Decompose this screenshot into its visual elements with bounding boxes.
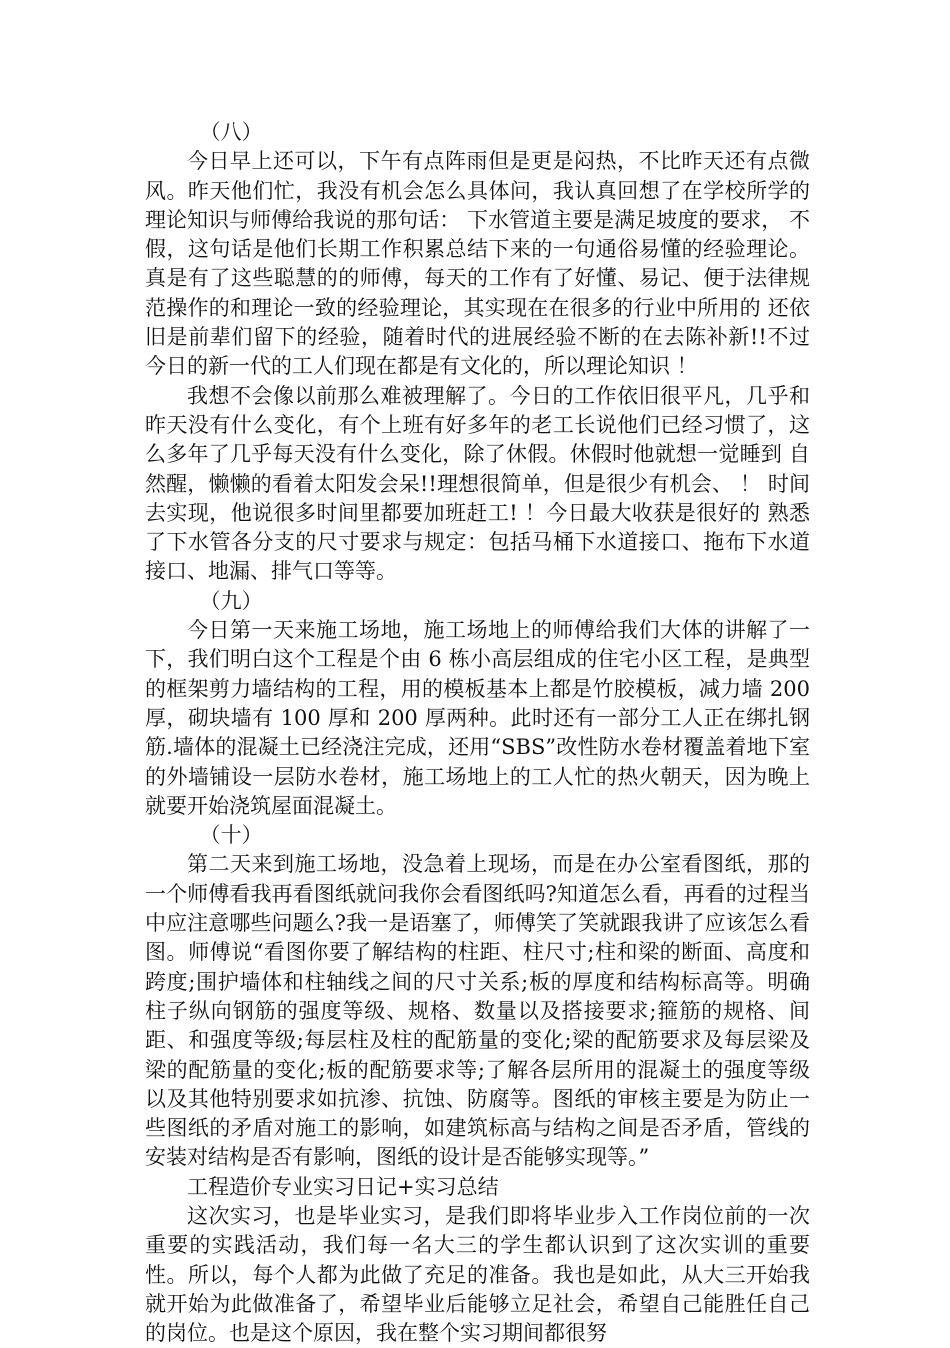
section-title: 工程造价专业实习日记+实习总结 xyxy=(187,1174,499,1199)
section-heading-9: （九） xyxy=(199,588,263,613)
section-heading-8: （八） xyxy=(199,120,263,144)
paragraph: 这次实习，也是毕业实习，是我们即将毕业步入工作岗位前的一次重要的实践活动，我们每一名大三的学生都认识到了这次实训的重要性。所以，每个人都为此做了充足的准备。我也是如此，从大三开始我就开始为此做准备了，希望毕业后能够立足社会，希望自己能胜任自己的岗位。也是这个原因，我在整个实习期间都很努 xyxy=(145,1203,810,1346)
paragraph: 今日第一天来施工场地，施工场地上的师傅给我们大体的讲解了一下，我们明白这个工程是个由 6 栋小高层组成的住宅小区工程，是典型的框架剪力墙结构的工程，用的模板基本上都是竹胶模板，减力墙 200 厚，砌块墙有 100 厚和 200 厚两种。此时还有一部分工人正在绑扎钢筋.墙体的混凝土已经浇注完成，还用“SBS”改性防水卷材覆盖着地下室的外墙铺设一层防水卷材，施工场地上的工人忙的热火朝天，因为晚上就要开始浇筑屋面混凝土。 xyxy=(145,618,810,818)
document-body xyxy=(145,118,810,1348)
paragraph: 第二天来到施工场地，没急着上现场，而是在办公室看图纸，那的一个师傅看我再看图纸就问我你会看图纸吗?知道怎么看，再看的过程当中应注意哪些问题么?我一是语塞了，师傅笑了笑就跟我讲了应该怎么看图。师傅说“看图你要了解结构的柱距、柱尺寸;柱和梁的断面、高度和跨度;围护墙体和柱轴线之间的尺寸关系;板的厚度和结构标高等。明确柱子纵向钢筋的强度等级、规格、数量以及搭接要求;箍筋的规格、间距、和强度等级;每层柱及柱的配筋量的变化;梁的配筋要求及每层梁及梁的配筋量的变化;板的配筋要求等;了解各层所用的混凝土的强度等级以及其他特别要求如抗渗、抗蚀、防腐等。图纸的审核主要是为防止一些图纸的矛盾对施工的影响，如建筑标高与结构之间是否矛盾，管线的安装对结构是否有影响，图纸的设计是否能够实现等。” xyxy=(145,852,810,1170)
paragraph: 今日早上还可以，下午有点阵雨但是更是闷热，不比昨天还有点微风。昨天他们忙，我没有机会怎么具体问，我认真回想了在学校所学的理论知识与师傅给我说的那句话： 下水管道主要是满足坡度的要求， 不假，这句话是他们长期工作积累总结下来的一句通俗易懂的经验理论。真是有了这些聪慧的的师傅，每天的工作有了好懂、易记、便于法律规范操作的和理论一致的经验理论，其实现在在很多的行业中所用的 还依旧是前辈们留下的经验，随着时代的进展经验不断的在去陈补新!!不过今日的新一代的工人们现在都是有文化的，所以理论知识 ！ xyxy=(145,149,810,379)
section-heading-10: （十） xyxy=(199,823,263,848)
paragraph: 我想不会像以前那么难被理解了。今日的工作依旧很平凡，几乎和昨天没有什么变化，有个上班有好多年的老工长说他们已经习惯了，这么多年了几乎每天没有什么变化，除了休假。休假时他就想一觉睡到 自然醒，懒懒的看着太阳发会呆!!理想很简单，但是很少有机会、 ！ 时间去实现，他说很多时间里都要加班赶工! ！今日最大收获是很好的 熟悉了下水管各分支的尺寸要求与规定：包括马桶下水道接口、拖布下水道接口、地漏、排气口等等。 xyxy=(145,383,810,584)
